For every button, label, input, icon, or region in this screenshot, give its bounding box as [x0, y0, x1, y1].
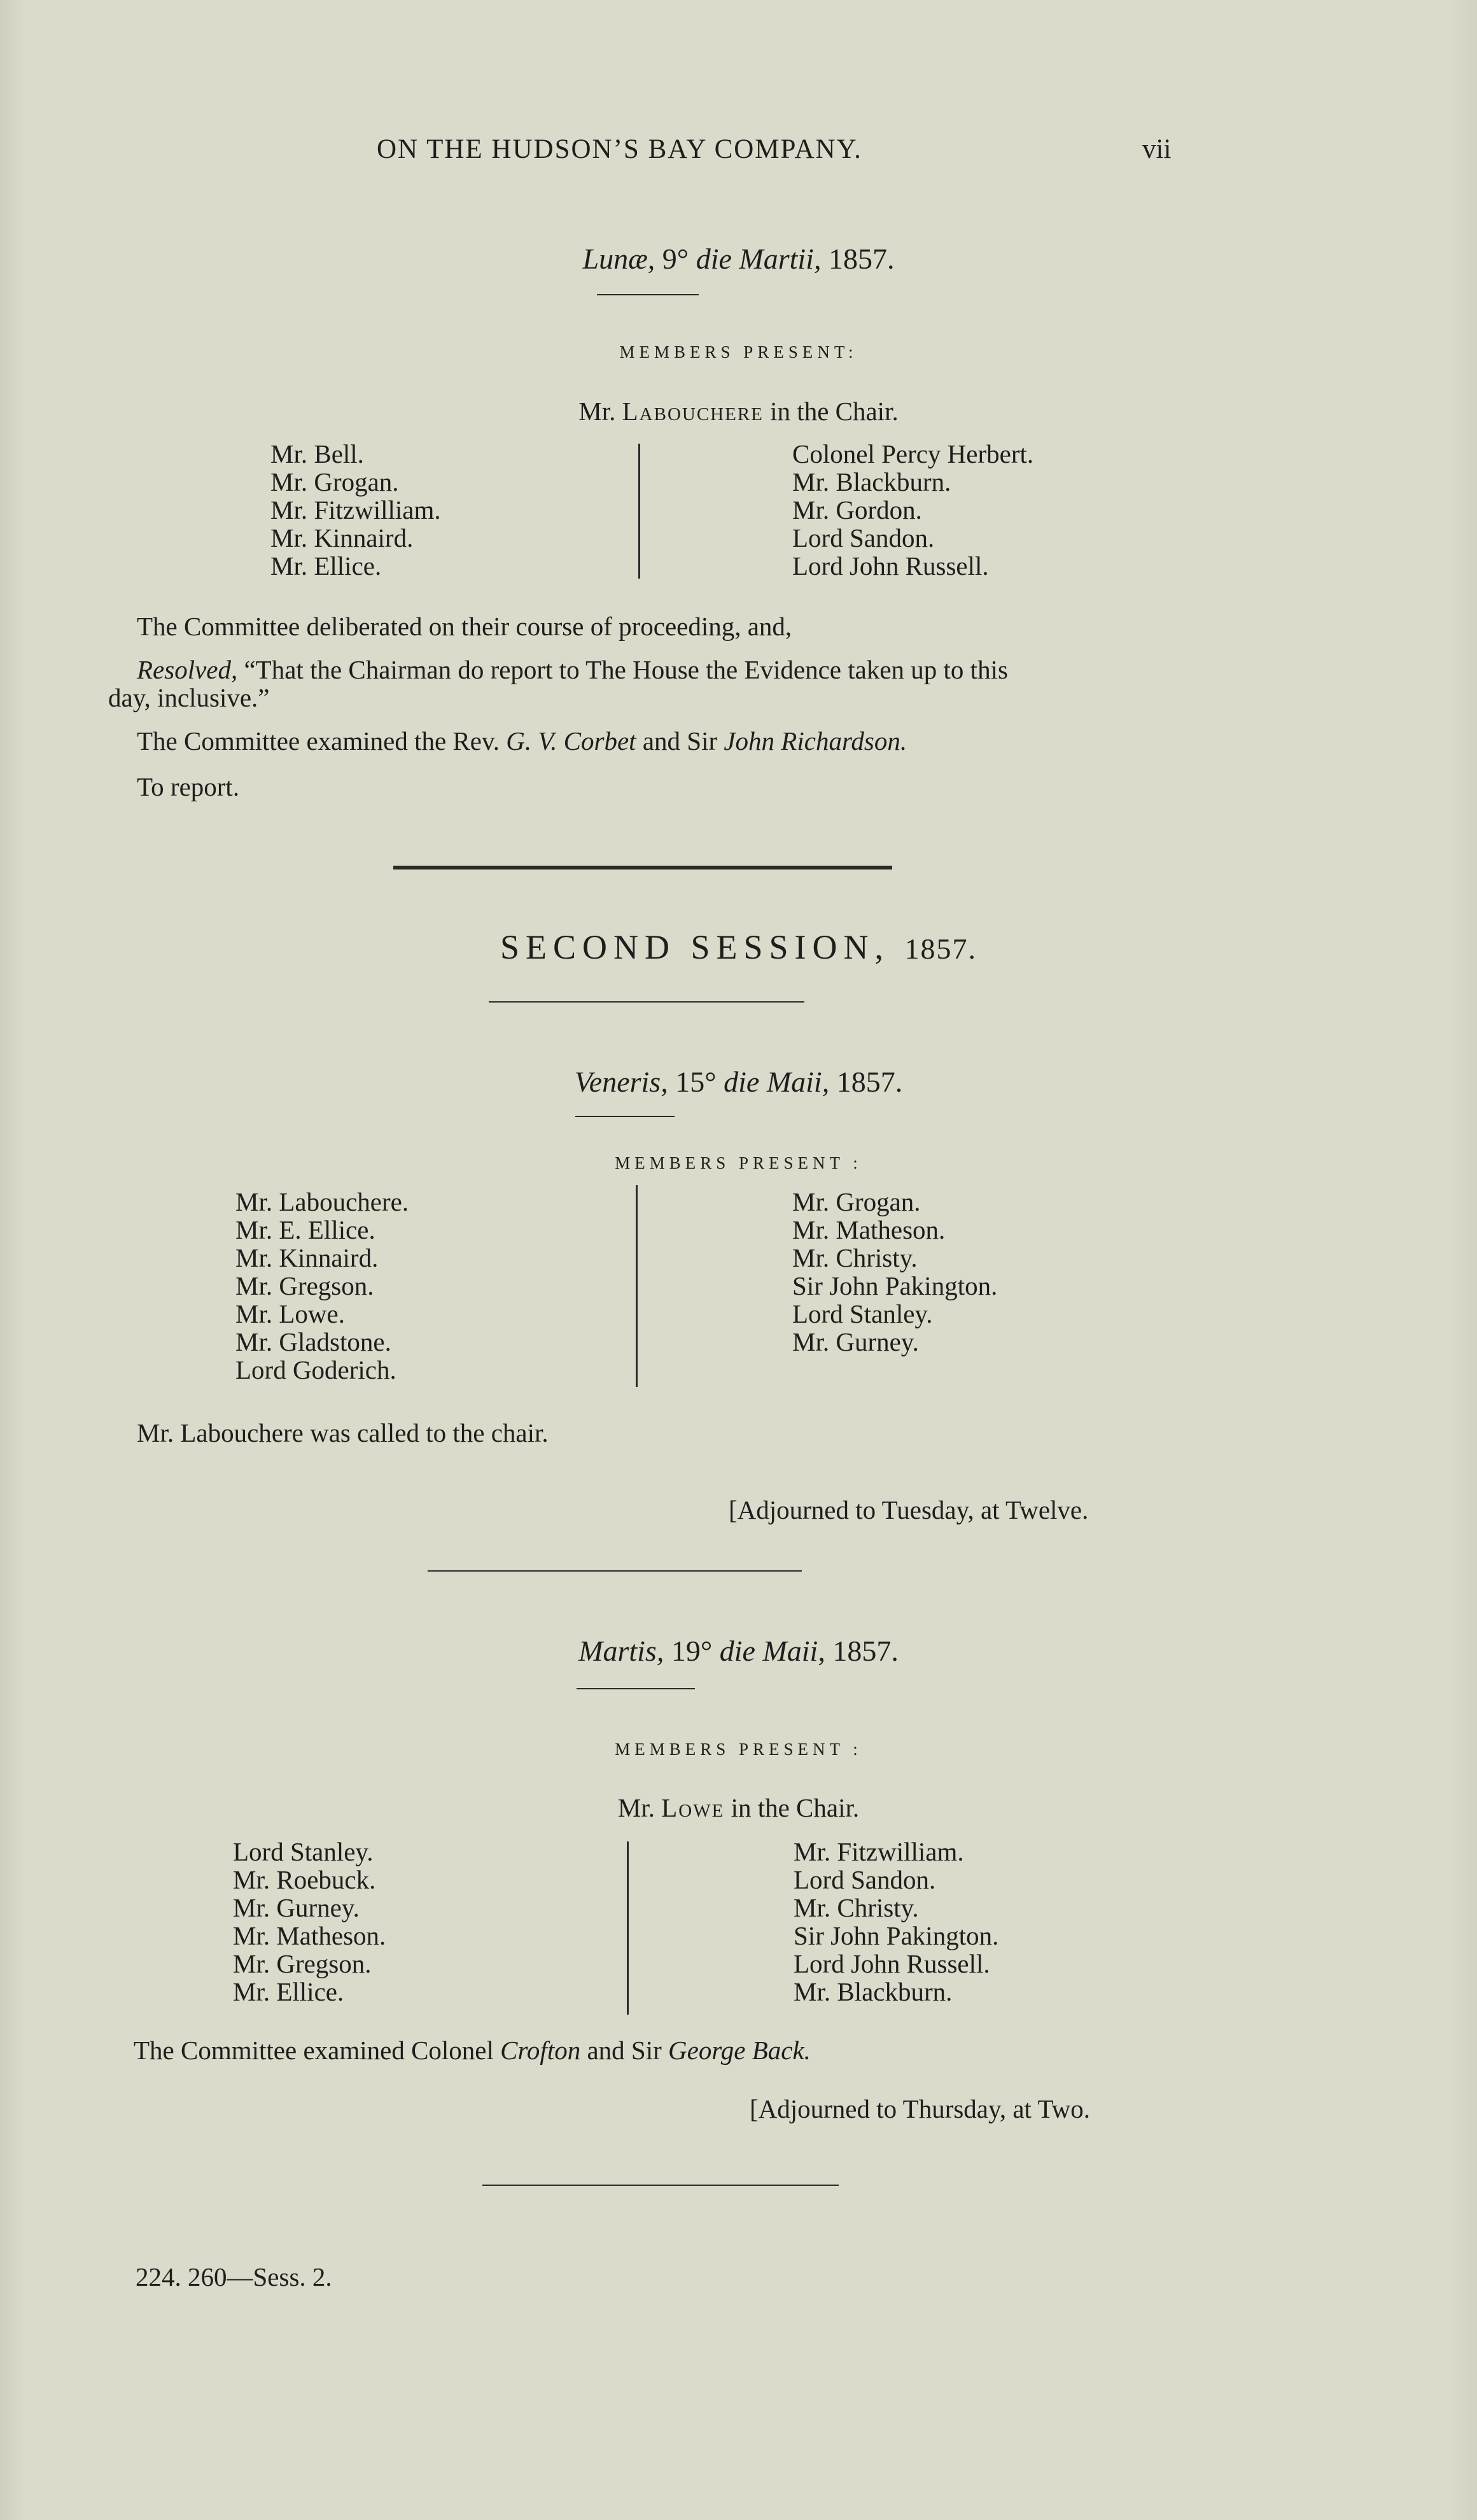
member-name: Mr. Christy.: [792, 1243, 918, 1272]
meeting1-examined: The Committee examined the Rev. G. V. Corbet and Sir John Richardson.: [137, 726, 907, 756]
session-title: SECOND SESSION, 1857.: [500, 928, 977, 966]
member-name: Mr. Fitzwilliam.: [794, 1837, 964, 1866]
member-name: Lord Goderich.: [235, 1355, 396, 1384]
meeting3-members-present: MEMBERS PRESENT :: [615, 1740, 862, 1759]
member-name: Lord Sandon.: [792, 523, 935, 553]
meeting1-resolved-line2: day, inclusive.”: [108, 683, 270, 712]
running-header: ON THE HUDSON’S BAY COMPANY.: [377, 134, 862, 164]
meeting1-date: Lunæ, 9° die Martii, 1857.: [582, 243, 895, 275]
meeting2-date: Veneris, 15° die Maii, 1857.: [574, 1066, 903, 1098]
member-name: Mr. Matheson.: [792, 1215, 946, 1244]
member-name: Mr. Gregson.: [233, 1949, 372, 1978]
meeting2-members-present: MEMBERS PRESENT :: [615, 1153, 862, 1172]
meeting1-resolved-line1: Resolved, “That the Chairman do report to The House the Evidence taken up to this: [137, 655, 1008, 684]
meeting3-adjourned: [Adjourned to Thursday, at Two.: [750, 2094, 1090, 2123]
member-name: Mr. Lowe.: [235, 1299, 345, 1328]
member-name: Mr. Gurney.: [792, 1327, 919, 1356]
meeting3-column-divider: [627, 1841, 629, 2015]
member-name: Mr. Labouchere.: [235, 1187, 409, 1216]
member-name: Lord Sandon.: [794, 1865, 936, 1894]
meeting3-end-rule: [482, 2185, 839, 2186]
meeting2-adjourned: [Adjourned to Tuesday, at Twelve.: [729, 1495, 1089, 1524]
session-rule: [489, 1001, 804, 1003]
meeting1-members-right: [792, 440, 1033, 580]
page-number: vii: [1142, 134, 1172, 164]
meeting3-chair: Mr. Lowe in the Chair.: [617, 1793, 860, 1822]
member-name: Lord John Russell.: [794, 1949, 990, 1978]
member-name: Mr. Fitzwilliam.: [270, 495, 441, 524]
member-name: Mr. Kinnaird.: [270, 523, 414, 553]
member-name: Lord Stanley.: [233, 1837, 374, 1866]
meeting2-end-rule: [428, 1570, 802, 1572]
meeting2-called-to-chair: Mr. Labouchere was called to the chair.: [137, 1418, 549, 1447]
member-name: Mr. E. Ellice.: [235, 1215, 375, 1244]
member-name: Lord John Russell.: [792, 551, 989, 581]
member-name: Mr. Roebuck.: [233, 1865, 376, 1894]
member-name: Sir John Pakington.: [792, 1271, 998, 1300]
member-name: Mr. Christy.: [794, 1893, 919, 1922]
meeting1-chair: Mr. Labouchere in the Chair.: [578, 397, 899, 426]
meeting3-date: Martis, 19° die Maii, 1857.: [578, 1635, 899, 1667]
meeting2-members-left: [235, 1188, 409, 1384]
member-name: Mr. Ellice.: [270, 551, 382, 581]
member-name: Mr. Grogan.: [270, 467, 399, 496]
meeting1-date-rule: [597, 294, 699, 295]
member-name: Mr. Gurney.: [233, 1893, 360, 1922]
meeting1-deliberation: The Committee deliberated on their course of proceeding, and,: [137, 612, 792, 641]
member-name: Mr. Grogan.: [792, 1187, 921, 1216]
member-name: Mr. Gordon.: [792, 495, 922, 524]
member-name: Lord Stanley.: [792, 1299, 933, 1328]
meeting1-to-report: To report.: [137, 772, 240, 801]
member-name: Mr. Kinnaird.: [235, 1243, 379, 1272]
member-name: Mr. Blackburn.: [792, 467, 951, 496]
member-name: Sir John Pakington.: [794, 1921, 999, 1950]
meeting3-members-left: [233, 1838, 386, 2006]
meeting1-members-left: [270, 440, 441, 580]
member-name: Mr. Blackburn.: [794, 1977, 953, 2006]
member-name: Mr. Matheson.: [233, 1921, 386, 1950]
member-name: Colonel Percy Herbert.: [792, 439, 1034, 468]
meeting1-column-divider: [638, 444, 640, 579]
meeting3-date-rule: [577, 1688, 695, 1689]
member-name: Mr. Ellice.: [233, 1977, 344, 2006]
member-name: Mr. Gregson.: [235, 1271, 374, 1300]
meeting3-members-right: [794, 1838, 998, 2006]
meeting2-column-divider: [636, 1185, 638, 1387]
footer-reference: 224. 260—Sess. 2.: [136, 2262, 332, 2291]
session-thick-rule: [393, 866, 892, 869]
meeting2-date-rule: [575, 1116, 675, 1117]
meeting2-members-right: [792, 1188, 997, 1356]
meeting3-examined: The Committee examined Colonel Crofton and Sir George Back.: [134, 2036, 811, 2065]
meeting1-members-present: MEMBERS PRESENT:: [619, 342, 858, 362]
member-name: Mr. Gladstone.: [235, 1327, 391, 1356]
member-name: Mr. Bell.: [270, 439, 364, 468]
